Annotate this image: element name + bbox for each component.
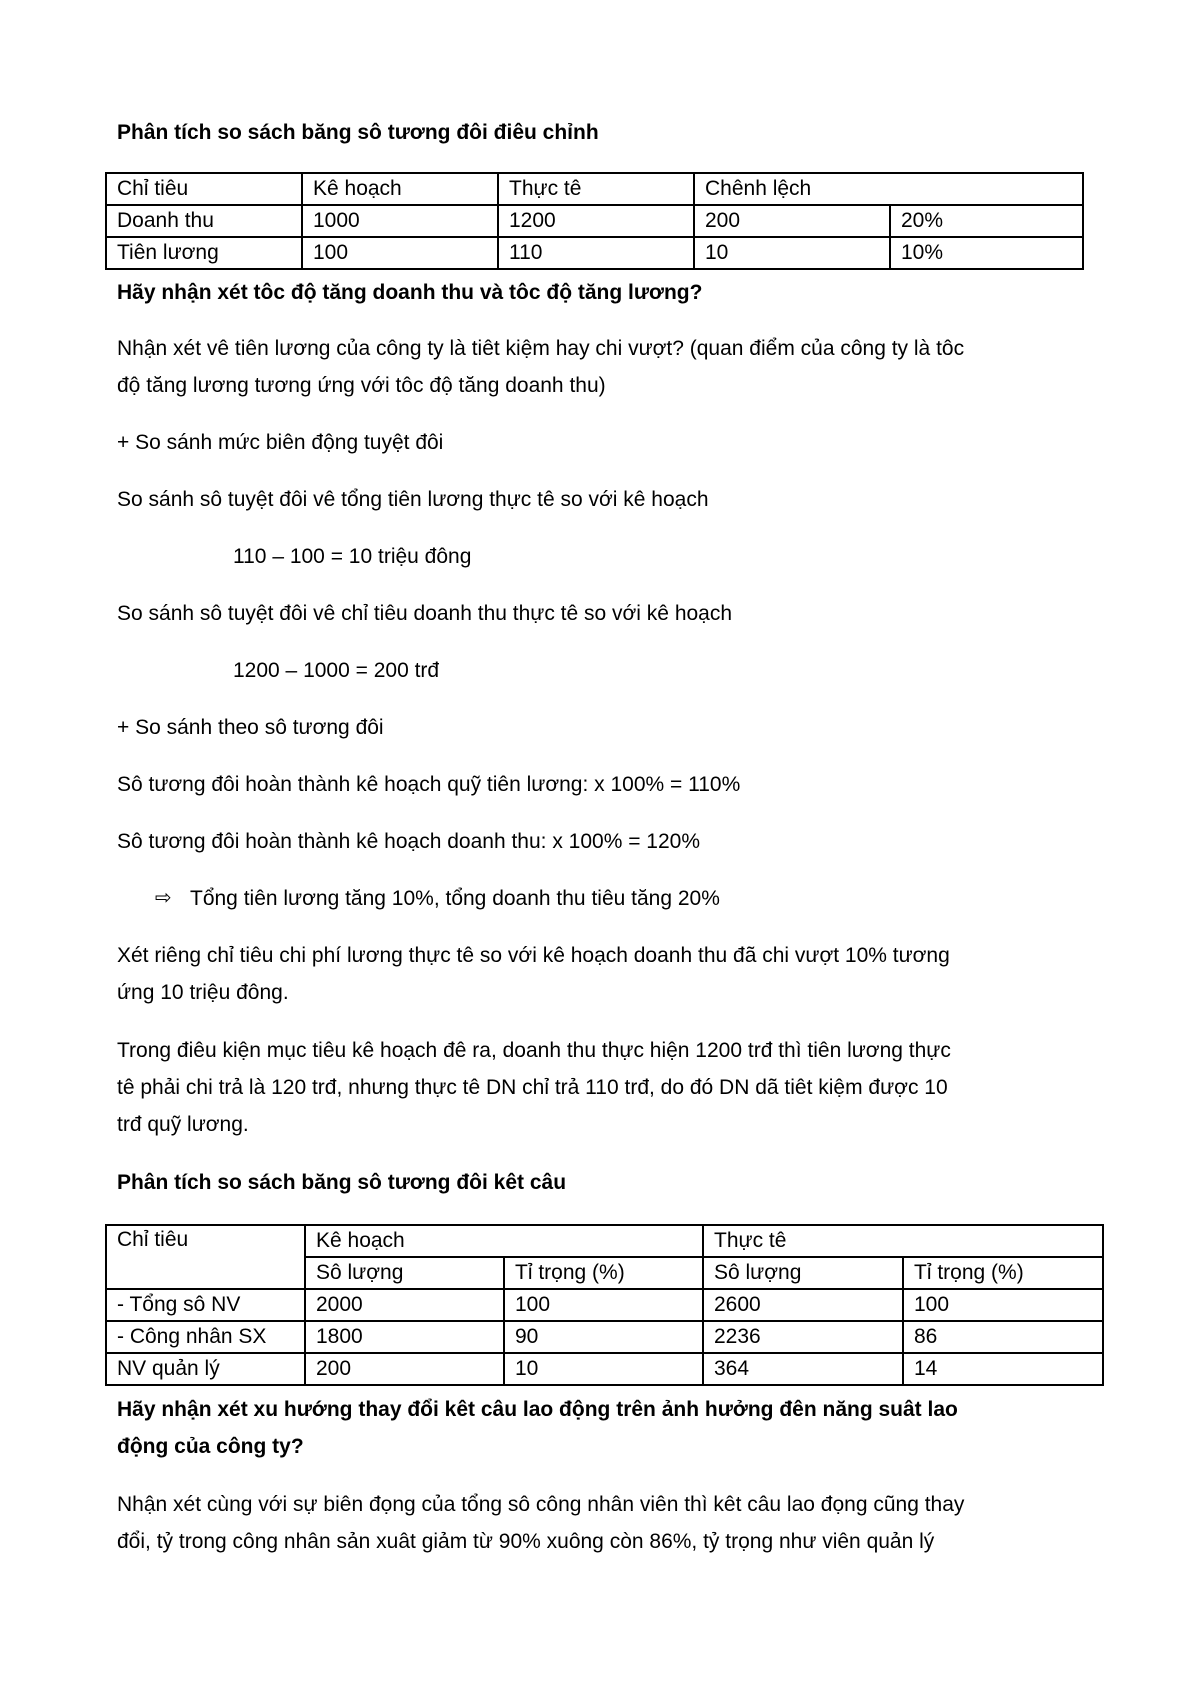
table-cell: 100 <box>302 237 498 269</box>
absolute-revenue-comparison: So sánh sô tuyệt đôi vê chỉ tiêu doanh thu thực tê so với kê hoạch <box>117 602 733 625</box>
paragraph-1-line-1: Nhận xét vê tiên lương của công ty là tiêt kiệm hay chi vượt? (quan điểm của công ty là tôc <box>117 337 965 360</box>
subheader-so-luong-plan: Sô lượng <box>305 1257 504 1289</box>
table-cell: Doanh thu <box>106 205 302 237</box>
table-cell: 10% <box>890 237 1083 269</box>
table-row <box>106 237 1083 269</box>
revenue-calculation: 1200 – 1000 = 200 trđ <box>233 659 440 682</box>
table-cell: 86 <box>903 1321 1103 1353</box>
table-cell: 200 <box>694 205 890 237</box>
header-chenh-lech: Chênh lệch <box>694 173 1083 205</box>
section1-heading: Phân tích so sách băng sô tương đôi điêu chỉnh <box>117 121 599 144</box>
paragraph-3-line-2: tê phải chi trả là 120 trđ, nhưng thực tê DN chỉ trả 110 trđ, do đó DN dã tiêt kiệm được 10 <box>117 1076 948 1099</box>
subheader-ti-trong-plan: Tỉ trọng (%) <box>504 1257 703 1289</box>
adjusted-relative-table <box>105 172 1084 270</box>
relative-salary-completion: Sô tương đôi hoàn thành kê hoạch quỹ tiên lương: x 100% = 110% <box>117 773 741 796</box>
paragraph-3-line-1: Trong điêu kiện mục tiêu kê hoạch đê ra, doanh thu thực hiện 1200 trđ thì tiên lương thực <box>117 1039 951 1062</box>
table-cell: 2600 <box>703 1289 903 1321</box>
subheader-so-luong-actual: Sô lượng <box>703 1257 903 1289</box>
paragraph-2-line-2: ứng 10 triệu đông. <box>117 981 289 1004</box>
table-cell: Tiên lương <box>106 237 302 269</box>
paragraph-2-line-1: Xét riêng chỉ tiêu chi phí lương thực tê so với kê hoạch doanh thu đã chi vượt 10% tương <box>117 944 950 967</box>
header-thuc-te: Thực tê <box>498 173 694 205</box>
question-1: Hãy nhận xét tôc độ tăng doanh thu và tôc độ tăng lương? <box>117 281 703 304</box>
paragraph-4-line-1: Nhận xét cùng với sự biên đọng của tổng sô công nhân viên thì kêt câu lao đọng cũng thay <box>117 1493 965 1516</box>
table-row <box>106 1353 1103 1385</box>
table-cell: 90 <box>504 1321 703 1353</box>
table-row <box>106 1289 1103 1321</box>
subheader-ti-trong-actual: Tỉ trọng (%) <box>903 1257 1103 1289</box>
header-ke-hoach: Kê hoạch <box>305 1225 703 1257</box>
table-cell: 1200 <box>498 205 694 237</box>
table-header-row <box>106 1225 1103 1257</box>
paragraph-4-line-2: đổi, tỷ trong công nhân sản xuât giảm từ 90% xuông còn 86%, tỷ trọng như viên quản lý <box>117 1530 935 1553</box>
table-cell: 364 <box>703 1353 903 1385</box>
question-2-line-2: động của công ty? <box>117 1435 304 1458</box>
table-cell: 2236 <box>703 1321 903 1353</box>
table-cell: 20% <box>890 205 1083 237</box>
paragraph-1-line-2: độ tăng lương tương ứng với tôc độ tăng doanh thu) <box>117 374 606 397</box>
table-cell: NV quản lý <box>106 1353 305 1385</box>
table-cell: 1800 <box>305 1321 504 1353</box>
header-chi-tieu: Chỉ tiêu <box>106 173 302 205</box>
question-2-line-1: Hãy nhận xét xu hướng thay đổi kêt câu lao động trên ảnh hưởng đên năng suât lao <box>117 1398 958 1421</box>
table-cell: 200 <box>305 1353 504 1385</box>
table-row <box>106 205 1083 237</box>
table-cell: 100 <box>903 1289 1103 1321</box>
absolute-salary-comparison: So sánh sô tuyệt đôi vê tổng tiên lương thực tê so với kê hoạch <box>117 488 709 511</box>
section2-heading: Phân tích so sách băng sô tương đôi kêt câu <box>117 1171 567 1194</box>
conclusion-line: Tổng tiên lương tăng 10%, tổng doanh thu tiêu tăng 20% <box>190 887 720 910</box>
table-cell: - Công nhân SX <box>106 1321 305 1353</box>
table-cell: 100 <box>504 1289 703 1321</box>
table-cell: 14 <box>903 1353 1103 1385</box>
bullet-absolute-comparison: + So sánh mức biên động tuyệt đôi <box>117 431 444 454</box>
table-cell: 2000 <box>305 1289 504 1321</box>
bullet-relative-comparison: + So sánh theo sô tương đôi <box>117 716 384 739</box>
table-row <box>106 1321 1103 1353</box>
header-thuc-te: Thực tê <box>703 1225 1103 1257</box>
table-cell: 110 <box>498 237 694 269</box>
relative-revenue-completion: Sô tương đôi hoàn thành kê hoạch doanh thu: x 100% = 120% <box>117 830 701 853</box>
table-cell: 1000 <box>302 205 498 237</box>
salary-calculation: 110 – 100 = 10 triệu đông <box>233 545 472 568</box>
table-cell: - Tổng sô NV <box>106 1289 305 1321</box>
structure-relative-table <box>105 1224 1104 1386</box>
header-ke-hoach: Kê hoạch <box>302 173 498 205</box>
table-cell: 10 <box>694 237 890 269</box>
header-chi-tieu: Chỉ tiêu <box>106 1225 305 1289</box>
table-cell: 10 <box>504 1353 703 1385</box>
table-header-row <box>106 173 1083 205</box>
paragraph-3-line-3: trđ quỹ lương. <box>117 1113 249 1136</box>
right-arrow-icon: ⇨ <box>155 887 172 909</box>
